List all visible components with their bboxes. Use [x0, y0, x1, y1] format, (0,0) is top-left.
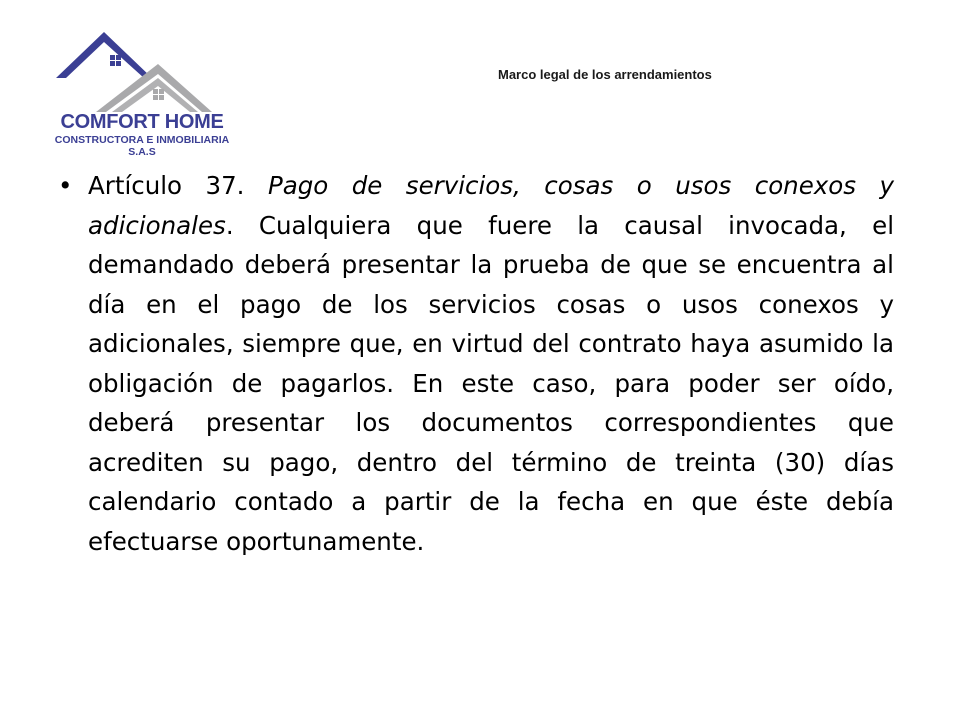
logo-brand-name: COMFORT HOME [60, 111, 224, 133]
article-heading-end: . [225, 210, 234, 240]
bullet-item [58, 166, 894, 561]
logo-subtitle-line2: S.A.S [128, 146, 156, 158]
house-roofs-icon [52, 28, 232, 124]
article-body: Cualquiera que fuere la causal invocada, el demandado deberá presentar la prueba de que se encuentra al día en el pago de los servicios cosas o usos conexos y adicionales, siempre que, en virtud del contrato haya asumido la obligación de pagarlos. En este caso, para poder ser oído, deberá presentar los documentos correspondientes que acrediten su pago, dentro del término de treinta (30) días calendario contado a partir de la fecha en que éste debía efectuarse oportunamente. [88, 210, 894, 556]
company-logo [52, 28, 232, 160]
logo-subtitle [52, 134, 232, 158]
slide-body [58, 166, 894, 561]
bullet-dot-icon: • [58, 171, 73, 200]
logo-subtitle-line1: CONSTRUCTORA E INMOBILIARIA [54, 134, 230, 146]
article-number: Artículo 37. [88, 171, 245, 200]
article-heading: Pago de servicios, cosas o usos conexos y adicionales [88, 171, 894, 240]
slide-header-title: Marco legal de los arrendamientos [498, 67, 712, 82]
